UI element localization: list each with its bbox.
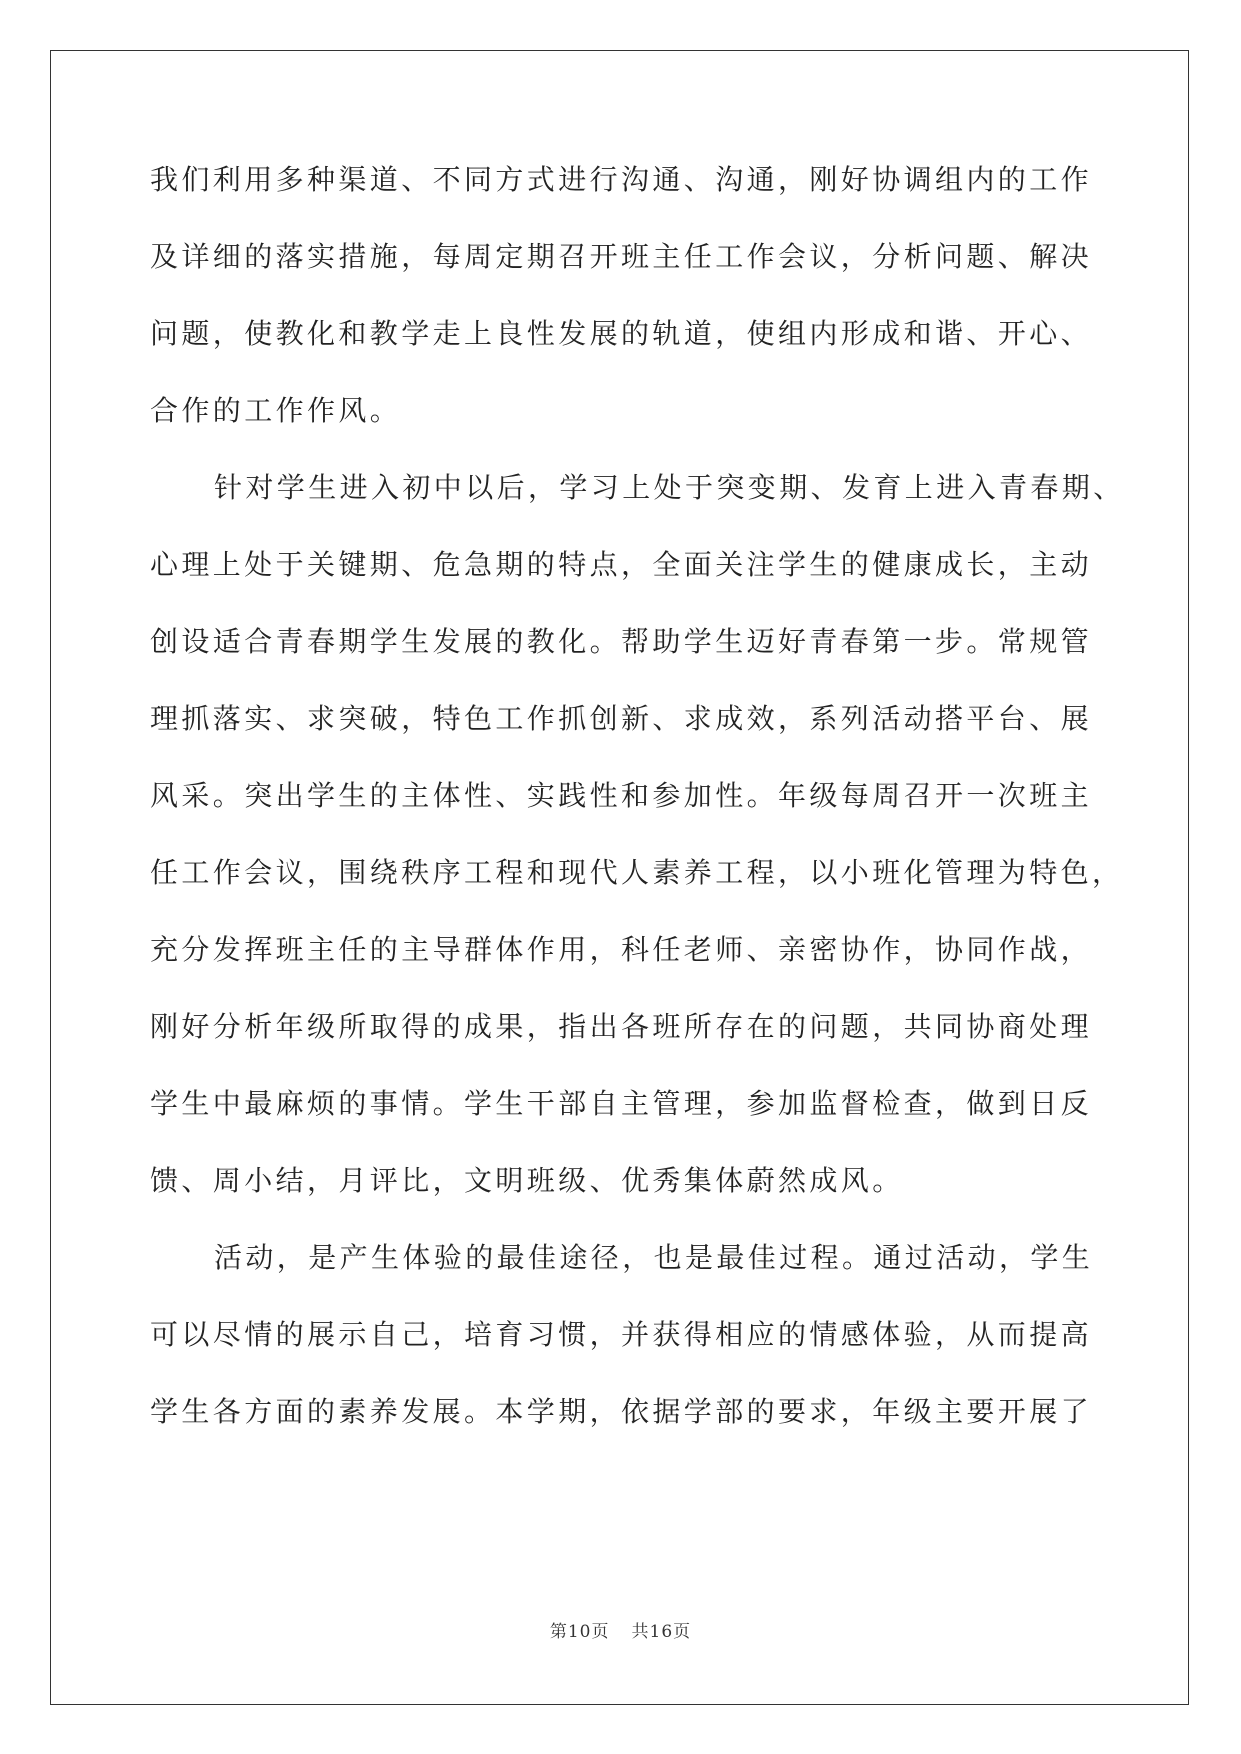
paragraph-start-line: 针对学生进入初中以后，学习上处于突变期、发育上进入青春期、 [214, 471, 1125, 504]
page-number-current: 第10页 [549, 1622, 610, 1642]
text-line: 我们利用多种渠道、不同方式进行沟通、沟通，刚好协调组内的工作 [150, 163, 1093, 196]
paragraph-start-line: 活动，是产生体验的最佳途径，也是最佳过程。通过活动，学生 [214, 1241, 1094, 1274]
text-line: 及详细的落实措施，每周定期召开班主任工作会议，分析问题、解决 [150, 240, 1093, 273]
document-body [150, 160, 1125, 1469]
text-line: 心理上处于关键期、危急期的特点，全面关注学生的健康成长，主动 [150, 548, 1093, 581]
text-line: 刚好分析年级所取得的成果，指出各班所存在的问题，共同协商处理 [150, 1010, 1093, 1043]
text-line: 充分发挥班主任的主导群体作用，科任老师、亲密协作，协同作战， [150, 933, 1093, 966]
text-line: 问题，使教化和教学走上良性发展的轨道，使组内形成和谐、开心、 [150, 317, 1093, 350]
text-line: 风采。突出学生的主体性、实践性和参加性。年级每周召开一次班主 [150, 779, 1093, 812]
text-line: 理抓落实、求突破，特色工作抓创新、求成效，系列活动搭平台、展 [150, 702, 1093, 735]
text-line: 学生各方面的素养发展。本学期，依据学部的要求，年级主要开展了 [150, 1395, 1093, 1428]
text-line: 合作的工作作风。 [150, 394, 402, 427]
page-footer [0, 1617, 1241, 1642]
text-line: 可以尽情的展示自己，培育习惯，并获得相应的情感体验，从而提高 [150, 1318, 1093, 1351]
text-line: 学生中最麻烦的事情。学生干部自主管理，参加监督检查，做到日反 [150, 1087, 1093, 1120]
text-line: 任工作会议，围绕秩序工程和现代人素养工程，以小班化管理为特色， [150, 856, 1124, 889]
text-line: 馈、周小结，月评比，文明班级、优秀集体蔚然成风。 [150, 1164, 904, 1197]
text-line: 创设适合青春期学生发展的教化。帮助学生迈好青春第一步。常规管 [150, 625, 1093, 658]
page-number-total: 共16页 [631, 1622, 692, 1642]
